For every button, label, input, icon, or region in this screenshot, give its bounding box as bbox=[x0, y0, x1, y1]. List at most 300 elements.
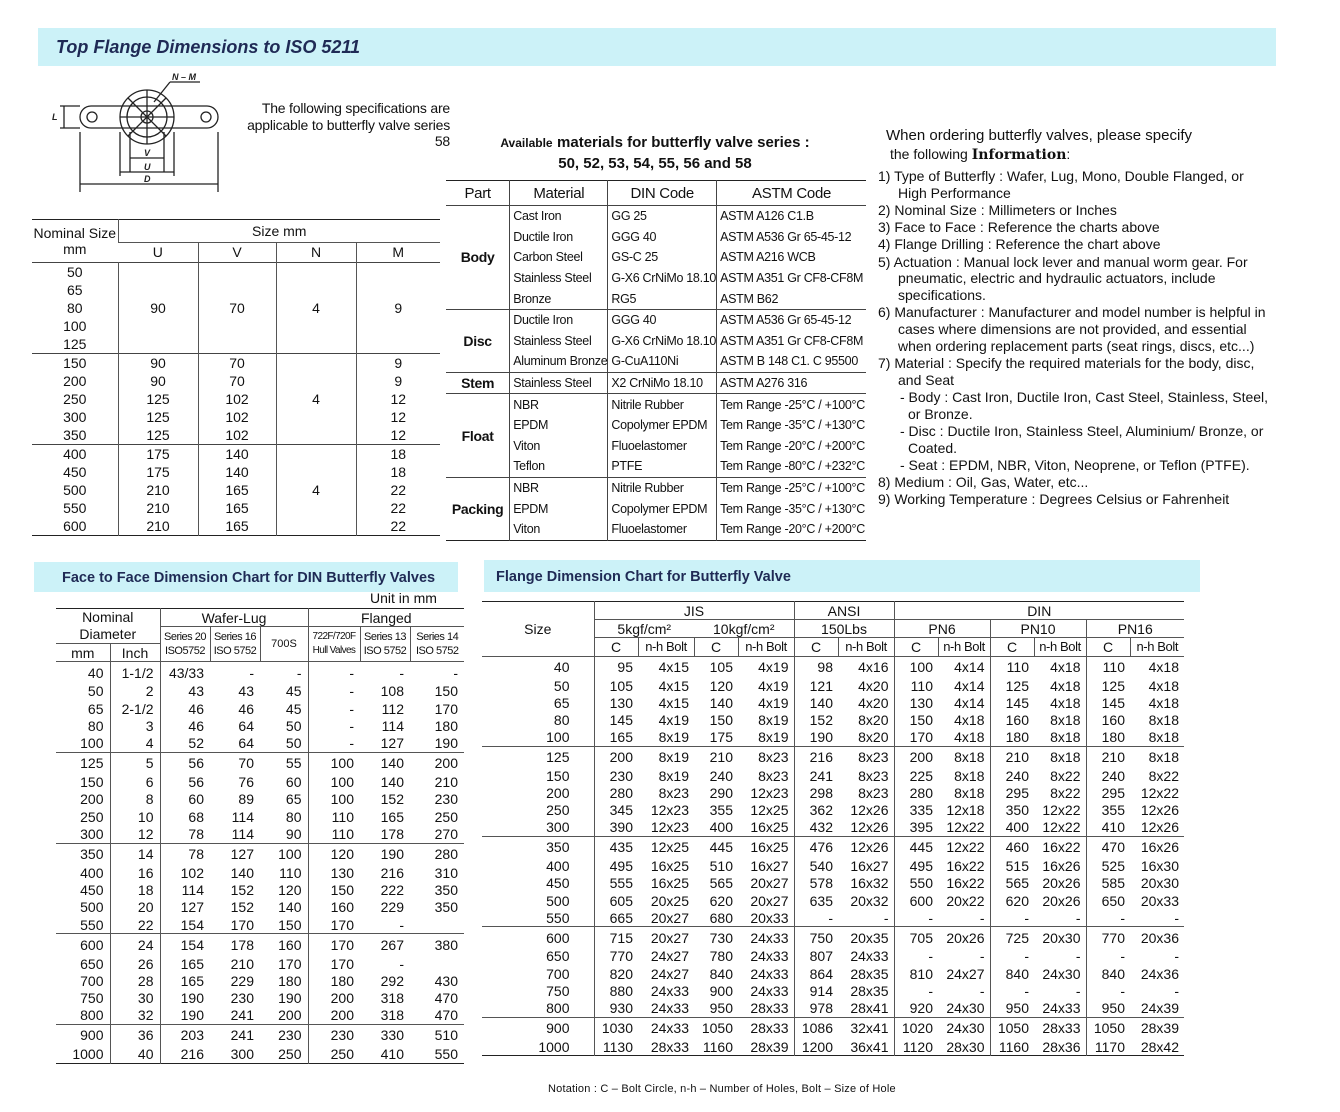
fd-cell: 8x18 bbox=[1050, 729, 1081, 746]
table-row bbox=[446, 288, 866, 309]
fd-cell: 24x27 bbox=[650, 948, 689, 965]
ff-cell: - bbox=[399, 955, 404, 972]
fd-cell: 24x30 bbox=[946, 999, 985, 1016]
ff-cell: 127 bbox=[160, 899, 210, 916]
fd-cell: 476 bbox=[794, 837, 838, 858]
fd-header-150: 150Lbs bbox=[794, 620, 894, 638]
ff-header-inch: Inch bbox=[110, 644, 160, 662]
ff-cell: - bbox=[399, 916, 404, 933]
fd-cell: 362 bbox=[794, 802, 838, 819]
fd-cell: 28x33 bbox=[650, 1038, 689, 1055]
fd-cell: 24x27 bbox=[946, 965, 985, 982]
size-u: 90 bbox=[118, 263, 198, 354]
ff-cell: 430 bbox=[434, 972, 458, 989]
fd-cell: 100 bbox=[546, 729, 570, 746]
mat-material: Viton bbox=[510, 519, 608, 540]
mat-material: Aluminum Bronze bbox=[510, 351, 608, 372]
fd-cell: 120 bbox=[709, 677, 733, 694]
fd-cell: 840 bbox=[709, 965, 733, 982]
ff-cell: 190 bbox=[160, 989, 210, 1006]
ff-cell: - bbox=[308, 700, 360, 717]
ff-cell: 800 bbox=[80, 1007, 104, 1024]
materials-title-big: materials for butterfly valve series : bbox=[557, 134, 810, 151]
fd-header-size: Size bbox=[524, 620, 552, 637]
fd-cell: 130 bbox=[894, 694, 938, 711]
ff-cell: 80 bbox=[285, 808, 302, 825]
ff-cell: 18 bbox=[110, 881, 160, 898]
size-u: 175 bbox=[118, 445, 198, 464]
ff-cell: 50 bbox=[285, 718, 302, 735]
ff-cell: 76 bbox=[238, 774, 254, 791]
fd-cell: 900 bbox=[546, 1019, 570, 1036]
ordering-item: 2) Nominal Size : Millimeters or Inches bbox=[878, 201, 1117, 218]
ff-cell: 270 bbox=[434, 826, 458, 843]
size-m: 9 bbox=[356, 354, 440, 373]
fd-cell: 98 bbox=[794, 656, 838, 677]
fd-cell: 1050 bbox=[701, 1019, 733, 1036]
ff-cell: 1-1/2 bbox=[110, 662, 160, 683]
table-row bbox=[56, 899, 464, 916]
fd-cell: - bbox=[979, 982, 985, 999]
fd-cell: 150 bbox=[546, 767, 570, 784]
fd-cell: 8x22 bbox=[1050, 785, 1081, 802]
size-v: 165 bbox=[198, 517, 276, 536]
size-nominal: 50 bbox=[66, 264, 83, 280]
ff-cell: 40 bbox=[110, 1046, 160, 1064]
fd-cell: - bbox=[979, 909, 985, 926]
fd-cell: 200 bbox=[894, 746, 938, 767]
ff-cell: 24 bbox=[110, 934, 160, 955]
fd-cell: 160 bbox=[1086, 711, 1130, 728]
ff-cell: 78 bbox=[160, 825, 210, 843]
mat-din: GG 25 bbox=[608, 206, 717, 227]
ff-cell: 200 bbox=[80, 791, 104, 808]
size-u: 175 bbox=[118, 463, 198, 481]
ff-cell: 68 bbox=[160, 808, 210, 825]
fd-cell: - bbox=[894, 982, 938, 999]
mat-astm: ASTM A276 316 bbox=[717, 372, 866, 394]
fd-cell: 605 bbox=[594, 892, 638, 909]
fd-cell: 460 bbox=[990, 837, 1034, 858]
size-nominal: 150 bbox=[63, 355, 87, 371]
fd-cell: 170 bbox=[894, 729, 938, 747]
fd-cell: 140 bbox=[709, 694, 733, 711]
ff-cell: - bbox=[399, 664, 404, 681]
fd-cell: 20x30 bbox=[1042, 929, 1081, 946]
ff-cell: 230 bbox=[434, 791, 458, 808]
fd-header-c: C bbox=[990, 638, 1034, 656]
ff-cell: 100 bbox=[308, 791, 360, 808]
ordering-item: 6) Manufacturer : Manufacturer and model number is helpful in cases where dimensions are not provided, and essential when ordering replacement parts (seat rings, discs, etc...) bbox=[878, 304, 1266, 354]
fd-cell: 585 bbox=[1086, 875, 1130, 892]
fd-cell: 390 bbox=[594, 819, 638, 837]
fd-cell: 200 bbox=[594, 746, 638, 767]
ff-cell: 410 bbox=[380, 1046, 404, 1063]
fd-cell: 28x41 bbox=[850, 999, 889, 1016]
ff-cell: 241 bbox=[230, 1007, 254, 1024]
fd-cell: 12x26 bbox=[1140, 802, 1179, 819]
fd-cell: 4x19 bbox=[658, 712, 689, 729]
fd-cell: 20x26 bbox=[1042, 892, 1081, 909]
materials-table bbox=[446, 180, 866, 541]
fd-cell: 8x20 bbox=[858, 729, 889, 746]
top-flange-table bbox=[32, 219, 440, 536]
ff-cell: 230 bbox=[230, 990, 254, 1007]
fd-cell: 500 bbox=[546, 892, 570, 909]
mat-header-part: Part bbox=[464, 184, 491, 202]
fd-cell: 240 bbox=[990, 767, 1034, 784]
fd-cell: 32x41 bbox=[850, 1019, 889, 1036]
ff-cell: 267 bbox=[380, 936, 404, 953]
ff-header-s14: Series 14 ISO 5752 bbox=[410, 627, 464, 662]
fd-cell: 495 bbox=[594, 858, 638, 875]
ff-cell: 140 bbox=[380, 774, 404, 791]
table-row bbox=[446, 477, 866, 498]
fd-cell: 8x23 bbox=[658, 785, 689, 802]
fd-cell: 4x18 bbox=[1148, 658, 1179, 675]
ff-cell: 125 bbox=[80, 755, 104, 772]
fd-cell: 1050 bbox=[990, 1017, 1034, 1038]
fd-cell: 16x32 bbox=[850, 875, 889, 892]
fd-cell: 12x26 bbox=[850, 802, 889, 819]
fd-cell: - bbox=[1075, 948, 1081, 965]
fd-cell: 780 bbox=[709, 948, 733, 965]
fd-cell: - bbox=[883, 909, 889, 926]
fd-cell: 20x33 bbox=[1140, 892, 1179, 909]
fd-cell: 280 bbox=[894, 785, 938, 802]
fd-banner bbox=[484, 560, 1200, 592]
ff-cell: 154 bbox=[160, 916, 210, 934]
fd-cell: 145 bbox=[1086, 694, 1130, 711]
ff-cell: 170 bbox=[230, 916, 254, 933]
fd-cell: 540 bbox=[794, 858, 838, 875]
fd-cell: 565 bbox=[709, 875, 733, 892]
ff-cell: 152 bbox=[230, 882, 254, 899]
fd-cell: 100 bbox=[894, 656, 938, 677]
fd-cell: 230 bbox=[594, 767, 638, 784]
size-nominal: 65 bbox=[66, 282, 83, 298]
ff-cell: 150 bbox=[434, 683, 458, 700]
ff-cell: 600 bbox=[80, 936, 104, 953]
fd-cell: 864 bbox=[794, 965, 838, 982]
table-row bbox=[56, 825, 464, 843]
ff-cell: 203 bbox=[160, 1025, 210, 1046]
fd-cell: 578 bbox=[794, 875, 838, 892]
fd-cell: 300 bbox=[546, 819, 570, 836]
ff-cell: 160 bbox=[308, 899, 360, 916]
mat-material: Viton bbox=[510, 436, 608, 457]
ff-cell: 318 bbox=[380, 1007, 404, 1024]
ff-cell: 110 bbox=[308, 808, 360, 825]
table-row bbox=[482, 1038, 1184, 1056]
fd-cell: 28x35 bbox=[850, 982, 889, 999]
fd-cell: 12x26 bbox=[1140, 819, 1179, 836]
table-row bbox=[56, 989, 464, 1006]
ff-cell: 210 bbox=[230, 955, 254, 972]
fd-cell: 400 bbox=[709, 819, 733, 836]
fd-cell: 36x41 bbox=[850, 1038, 889, 1055]
fd-cell: 978 bbox=[794, 999, 838, 1017]
fd-cell: 4x19 bbox=[758, 677, 789, 694]
table-row bbox=[482, 909, 1184, 927]
fd-cell: - bbox=[1075, 909, 1081, 926]
fd-cell: 295 bbox=[990, 785, 1034, 802]
fd-cell: 24x36 bbox=[1140, 965, 1179, 982]
fd-cell: 16x22 bbox=[946, 858, 985, 875]
fd-cell: 28x39 bbox=[1140, 1019, 1179, 1036]
ff-cell: 470 bbox=[434, 1007, 458, 1024]
fd-cell: - bbox=[1086, 909, 1130, 927]
fd-cell: 28x30 bbox=[946, 1038, 985, 1055]
fd-cell: 28x33 bbox=[750, 1019, 789, 1036]
ff-cell: 114 bbox=[381, 718, 404, 735]
fd-header-din: DIN bbox=[894, 602, 1184, 620]
mat-astm: ASTM A216 WCB bbox=[717, 247, 866, 268]
ordering-info bbox=[878, 127, 1274, 509]
fd-cell: 20x26 bbox=[1042, 875, 1081, 892]
ff-cell: 178 bbox=[230, 936, 254, 953]
ff-cell: 380 bbox=[434, 936, 458, 953]
fd-cell: 145 bbox=[594, 711, 638, 728]
fd-cell: 4x18 bbox=[1050, 677, 1081, 694]
ff-cell: 120 bbox=[278, 882, 302, 899]
ff-cell: 1000 bbox=[72, 1046, 104, 1063]
ordering-item: 1) Type of Butterfly : Wafer, Lug, Mono, Double Flanged, or High Performance bbox=[878, 168, 1244, 201]
ff-cell: 154 bbox=[160, 934, 210, 955]
table-row bbox=[482, 656, 1184, 677]
fd-cell: 880 bbox=[594, 982, 638, 999]
ff-cell: 110 bbox=[279, 864, 302, 881]
fd-cell: - bbox=[1174, 909, 1179, 926]
table-row bbox=[482, 875, 1184, 892]
ff-cell: 120 bbox=[308, 843, 360, 864]
fd-cell: 12x25 bbox=[750, 802, 789, 819]
ff-cell: 114 bbox=[231, 808, 254, 825]
ff-cell: 140 bbox=[380, 755, 404, 772]
ff-cell: 470 bbox=[434, 990, 458, 1007]
ordering-list bbox=[878, 168, 1274, 508]
table-row bbox=[56, 1046, 464, 1064]
table-row bbox=[56, 916, 464, 934]
fd-cell: 620 bbox=[990, 892, 1034, 909]
fd-cell: 1120 bbox=[894, 1038, 938, 1056]
fd-cell: - bbox=[1174, 948, 1179, 965]
fd-cell: 280 bbox=[594, 785, 638, 802]
table-row bbox=[56, 1025, 464, 1046]
fd-header-nh: n-h Bolt bbox=[738, 638, 794, 656]
ff-cell: 222 bbox=[380, 882, 404, 899]
ff-cell: 55 bbox=[285, 755, 302, 772]
mat-din: Nitrile Rubber bbox=[608, 394, 717, 415]
fd-cell: 495 bbox=[894, 858, 938, 875]
fd-cell: 8x18 bbox=[954, 749, 985, 766]
table-row bbox=[56, 735, 464, 753]
fd-cell: - bbox=[1075, 982, 1081, 999]
table-row bbox=[482, 927, 1184, 948]
table-row bbox=[446, 247, 866, 268]
mat-astm: ASTM A126 C1.B bbox=[717, 206, 866, 227]
fd-header-10k: 10kgf/cm² bbox=[713, 620, 775, 637]
fd-cell: 400 bbox=[546, 858, 570, 875]
ff-cell: 80 bbox=[87, 718, 104, 735]
ff-cell: 200 bbox=[308, 989, 360, 1006]
fd-cell: 1160 bbox=[990, 1038, 1034, 1056]
table-row bbox=[446, 268, 866, 289]
fd-cell: 24x33 bbox=[750, 948, 789, 965]
table-row bbox=[56, 791, 464, 808]
fd-header-c: C bbox=[894, 638, 938, 656]
table-row bbox=[56, 864, 464, 881]
fd-cell: 600 bbox=[546, 929, 570, 946]
mat-astm: Tem Range -25°C / +100°C bbox=[717, 394, 866, 415]
table-row bbox=[446, 372, 866, 394]
fd-cell: 4x20 bbox=[858, 694, 889, 711]
mat-din: Fluoelastomer bbox=[608, 519, 717, 540]
fd-cell: 20x25 bbox=[650, 892, 689, 909]
size-u: 125 bbox=[118, 408, 198, 426]
table-row bbox=[56, 683, 464, 700]
ff-cell: 750 bbox=[80, 990, 104, 1007]
mat-part: Body bbox=[460, 249, 495, 266]
ff-cell: 292 bbox=[380, 972, 404, 989]
fd-cell: 240 bbox=[1086, 767, 1130, 784]
fd-cell: - bbox=[979, 948, 985, 965]
ordering-item: 7) Material : Specify the required materials for the body, disc, and Seat bbox=[878, 355, 1255, 388]
fd-cell: 295 bbox=[1086, 785, 1130, 802]
ff-cell: 46 bbox=[160, 700, 210, 717]
table-row bbox=[482, 819, 1184, 837]
ff-cell: 180 bbox=[308, 972, 360, 989]
mat-din: G-CuA110Ni bbox=[608, 351, 717, 372]
size-n: 4 bbox=[276, 354, 356, 445]
ff-cell: - bbox=[308, 683, 360, 700]
table-row bbox=[32, 354, 440, 373]
mat-din: PTFE bbox=[608, 456, 717, 477]
ordering-title: When ordering butterfly valves, please specify bbox=[886, 127, 1192, 144]
fd-cell: 28x39 bbox=[750, 1038, 789, 1055]
fd-header-jis: JIS bbox=[594, 602, 794, 620]
fd-header-nh: n-h Bolt bbox=[1130, 638, 1184, 656]
mat-astm: Tem Range -20°C / +200°C bbox=[717, 436, 866, 457]
mat-astm: Tem Range -35°C / +130°C bbox=[717, 415, 866, 436]
ordering-item: 4) Flange Drilling : Reference the chart above bbox=[878, 236, 1161, 253]
fd-cell: 840 bbox=[1086, 965, 1130, 982]
fd-cell: 8x19 bbox=[758, 712, 789, 729]
fd-cell: 24x33 bbox=[750, 929, 789, 946]
ordering-item: 5) Actuation : Manual lock lever and manual worm gear. For pneumatic, electric and hydraulic actuators, include specifications. bbox=[878, 253, 1248, 304]
size-v: 140 bbox=[198, 445, 276, 464]
size-m: 22 bbox=[356, 481, 440, 499]
size-nominal: 350 bbox=[63, 427, 87, 443]
fd-cell: 16x25 bbox=[750, 839, 789, 856]
ff-cell: 140 bbox=[278, 899, 302, 916]
ff-cell: - bbox=[249, 664, 254, 681]
fd-cell: 1200 bbox=[794, 1038, 838, 1056]
fd-cell: 650 bbox=[1086, 892, 1130, 909]
ff-cell: 127 bbox=[380, 735, 404, 752]
fd-cell: 4x16 bbox=[858, 658, 889, 675]
fd-cell: 24x33 bbox=[650, 999, 689, 1016]
fd-cell: 550 bbox=[546, 909, 570, 926]
ff-cell: 10 bbox=[110, 808, 160, 825]
fd-cell: 4x15 bbox=[658, 658, 689, 675]
ff-cell: 108 bbox=[380, 683, 404, 700]
ff-cell: 60 bbox=[285, 774, 302, 791]
fd-header-c: C bbox=[594, 638, 638, 656]
fd-cell: 8x23 bbox=[858, 785, 889, 802]
size-u: 210 bbox=[118, 517, 198, 536]
fd-cell: 700 bbox=[546, 965, 570, 982]
fd-cell: - bbox=[1086, 948, 1130, 965]
size-m: 22 bbox=[356, 517, 440, 536]
size-nominal: 80 bbox=[66, 300, 83, 316]
table-row bbox=[56, 955, 464, 972]
fd-cell: 12x26 bbox=[850, 839, 889, 856]
materials-series: 50, 52, 53, 54, 55, 56 and 58 bbox=[558, 155, 752, 172]
ff-banner-title: Face to Face Dimension Chart for DIN Butterfly Valves bbox=[62, 570, 436, 586]
mat-part: Disc bbox=[463, 332, 492, 349]
mat-din: Fluoelastomer bbox=[608, 436, 717, 457]
ff-cell bbox=[410, 916, 464, 934]
ff-cell: 170 bbox=[308, 955, 360, 972]
ff-cell: 50 bbox=[87, 683, 104, 700]
fd-cell: 840 bbox=[990, 965, 1034, 982]
ff-cell: 350 bbox=[434, 882, 458, 899]
table-row bbox=[32, 390, 440, 408]
table-row bbox=[32, 481, 440, 499]
table-row bbox=[446, 436, 866, 457]
table-row bbox=[446, 394, 866, 415]
fd-cell: 950 bbox=[990, 999, 1034, 1017]
mat-material: EPDM bbox=[510, 498, 608, 519]
fd-cell: 345 bbox=[594, 802, 638, 819]
table-row bbox=[482, 802, 1184, 819]
table-row bbox=[482, 892, 1184, 909]
ff-cell: 100 bbox=[278, 845, 302, 862]
fd-cell: 16x26 bbox=[1042, 858, 1081, 875]
ff-cell: 102 bbox=[160, 864, 210, 881]
fd-cell: 355 bbox=[1086, 802, 1130, 819]
size-m: 12 bbox=[356, 408, 440, 426]
fd-cell: 8x19 bbox=[758, 729, 789, 746]
fd-cell: 80 bbox=[553, 712, 570, 729]
fd-cell: 50 bbox=[553, 677, 570, 694]
size-u: 210 bbox=[118, 481, 198, 499]
ff-cell: 64 bbox=[238, 718, 254, 735]
fd-cell: 145 bbox=[990, 694, 1034, 711]
fd-cell: 1160 bbox=[702, 1038, 733, 1055]
fd-cell: 810 bbox=[894, 965, 938, 982]
fd-cell: 450 bbox=[546, 875, 570, 892]
ff-cell: 46 bbox=[160, 717, 210, 734]
fd-cell: 680 bbox=[709, 909, 733, 926]
ff-cell: 16 bbox=[110, 864, 160, 881]
fd-cell: 12x22 bbox=[946, 839, 985, 856]
ff-cell: 241 bbox=[230, 1027, 254, 1044]
ff-cell: 90 bbox=[285, 826, 302, 843]
table-row bbox=[482, 948, 1184, 965]
ff-header-s20: Series 20 ISO5752 bbox=[160, 627, 210, 662]
fd-cell: 4x18 bbox=[1148, 694, 1179, 711]
fd-cell: 350 bbox=[546, 839, 570, 856]
table-row bbox=[56, 752, 464, 773]
fd-cell: 16x25 bbox=[650, 875, 689, 892]
size-v: 102 bbox=[198, 408, 276, 426]
diagram-label-d: D bbox=[144, 174, 151, 184]
ff-cell: 14 bbox=[110, 843, 160, 864]
fd-cell: 12x23 bbox=[650, 802, 689, 819]
fd-cell: 20x22 bbox=[946, 892, 985, 909]
